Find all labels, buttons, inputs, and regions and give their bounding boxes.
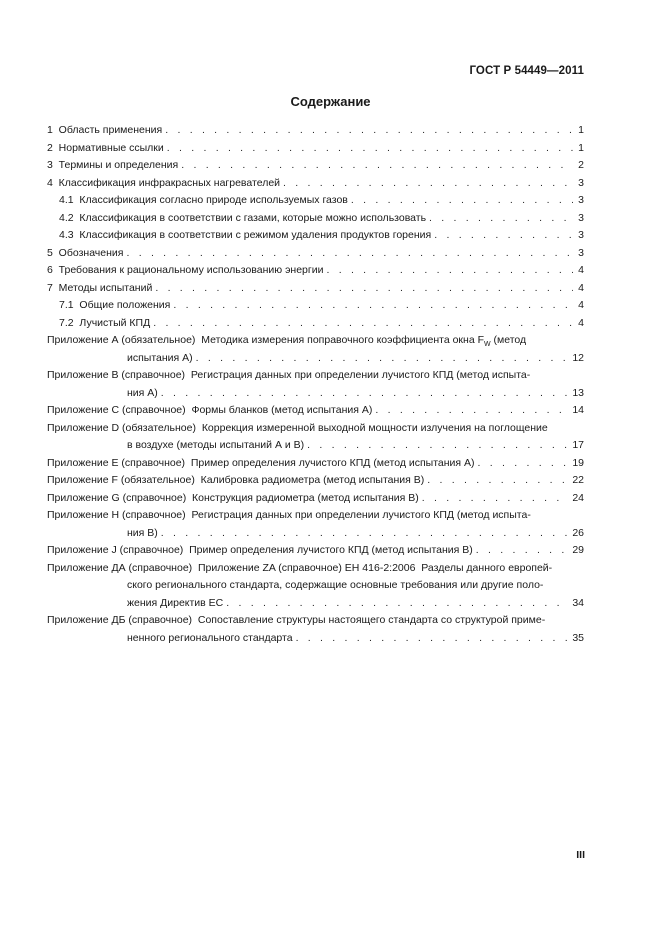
toc-entry[interactable] (47, 140, 584, 158)
toc-entry-title: 4.1 Классификация согласно природе используемых газов (59, 194, 348, 206)
toc-appendix[interactable] (47, 402, 584, 420)
toc-appendix-last-line (47, 630, 584, 648)
toc-entry-title: 4.3 Классификация в соответствии с режимом удаления продуктов горения (59, 229, 432, 241)
leader-dots (296, 630, 570, 648)
toc-entry-title: 7 Методы испытаний (47, 281, 153, 294)
toc-entry[interactable] (47, 262, 584, 280)
toc-appendix-title (47, 332, 584, 350)
leader-dots (181, 157, 573, 175)
leader-dots (307, 437, 569, 455)
toc-appendix-title-last: жения Директив ЕС (127, 596, 224, 609)
toc-entry-page: 3 (578, 246, 584, 259)
toc-appendix-page: 26 (572, 526, 584, 539)
toc-entry-page: 2 (578, 159, 584, 171)
toc-entry-page: 3 (578, 211, 584, 224)
toc-appendix-title-text: Приложение В (справочное) Регистрация данных при определении лучистого КПД (метод испыта- (47, 369, 531, 381)
toc-entry-title: 5 Обозначения (47, 246, 124, 259)
toc-entry[interactable] (47, 210, 584, 228)
toc-entry[interactable] (47, 122, 584, 140)
toc-appendix-title-text: Приложение ДА (справочное) Приложение ZA (справочное) ЕН 416-2:2006 Разделы данного европей- (47, 561, 553, 574)
toc-entry[interactable] (47, 297, 584, 315)
toc-appendix-title (47, 560, 584, 578)
toc-entry[interactable] (47, 315, 584, 333)
toc-appendix-title (47, 420, 584, 438)
toc-appendix[interactable] (47, 542, 584, 560)
toc-entry-page: 4 (578, 299, 584, 311)
toc-sections (47, 122, 584, 332)
toc-appendix-page: 14 (572, 404, 584, 416)
toc-appendix-title-last: ния В) (127, 526, 158, 539)
toc-appendix-last-line (47, 350, 584, 368)
toc-appendix-title-text: Приложение D (обязательное) Коррекция измеренной выходной мощности излучения на поглощение (47, 421, 548, 434)
leader-dots (153, 315, 573, 333)
toc-appendix-title (47, 367, 584, 385)
page-number: III (576, 849, 585, 861)
toc-appendix-title: Приложение J (справочное) Пример определения лучистого КПД (метод испытания В) (47, 544, 473, 556)
toc-entry-title: 1 Область применения (47, 124, 163, 136)
toc-appendix-page: 22 (572, 474, 584, 486)
toc-appendix[interactable] (47, 560, 584, 613)
subscript: W (484, 341, 491, 349)
toc-appendix-title: Приложение Е (справочное) Пример определения лучистого КПД (метод испытания А) (47, 456, 475, 469)
toc-entry-page: 3 (578, 229, 584, 241)
toc-entry-title: 4.2 Классификация в соответствии с газами, которые можно использовать (59, 211, 427, 224)
leader-dots (173, 297, 573, 315)
toc-appendix-page: 29 (572, 544, 584, 556)
leader-dots (196, 350, 570, 368)
leader-dots (351, 192, 573, 210)
toc-appendix-title-text: Приложение А (обязательное) Методика измерения поправочного коэффициента окна F (47, 334, 484, 346)
toc-appendix-page: 34 (572, 596, 584, 609)
leader-dots (167, 140, 573, 158)
leader-dots (161, 385, 570, 403)
toc-appendix-title-cont: ского регионального стандарта, содержащие основные требования или другие поло- (127, 579, 544, 591)
toc-entry[interactable] (47, 157, 584, 175)
toc-appendix-last-line (47, 525, 584, 543)
toc-entry-page: 1 (578, 124, 584, 136)
toc-entry-title: 3 Термины и определения (47, 159, 179, 171)
toc-appendix-page: 12 (572, 351, 584, 364)
toc-entry[interactable] (47, 245, 584, 263)
toc-appendix-page: 24 (572, 491, 584, 504)
toc-entry-title: 2 Нормативные ссылки (47, 141, 164, 154)
toc-appendix[interactable] (47, 472, 584, 490)
leader-dots (422, 490, 570, 508)
toc-appendix-page: 35 (572, 631, 584, 644)
toc-entry-page: 1 (578, 141, 584, 154)
toc-appendix-title-last: ненного регионального стандарта (127, 631, 293, 644)
toc-entry[interactable] (47, 175, 584, 193)
toc-appendix-title-last: в воздухе (методы испытаний А и В) (127, 439, 305, 451)
toc-entry-title: 4 Классификация инфракрасных нагревателей (47, 176, 281, 189)
toc-appendix-title (47, 507, 584, 525)
leader-dots (476, 542, 570, 560)
toc-appendix-page: 19 (572, 456, 584, 469)
toc-appendix-last-line (47, 385, 584, 403)
leader-dots (375, 402, 569, 420)
page-title: Содержание (290, 94, 371, 109)
toc-appendix-title-text: Приложение Н (справочное) Регистрация данных при определении лучистого КПД (метод испыта- (47, 509, 531, 521)
toc-appendix-last-line (47, 595, 584, 613)
toc-appendix-last-line (47, 437, 584, 455)
leader-dots (427, 472, 569, 490)
toc-entry[interactable] (47, 280, 584, 298)
table-of-contents (47, 122, 584, 647)
leader-dots (161, 525, 570, 543)
toc-appendix-page: 13 (572, 386, 584, 399)
toc-appendix-page: 17 (572, 439, 584, 451)
leader-dots (434, 227, 573, 245)
toc-entry-page: 4 (578, 316, 584, 329)
toc-entry-title: 7.2 Лучистый КПД (59, 316, 151, 329)
toc-entry-page: 4 (578, 281, 584, 294)
toc-appendix-title (47, 612, 584, 630)
document-id: ГОСТ Р 54449—2011 (469, 65, 584, 77)
toc-entry-page: 4 (578, 264, 584, 276)
leader-dots (283, 175, 573, 193)
toc-appendix-title: Приложение G (справочное) Конструкция радиометра (метод испытания В) (47, 491, 419, 504)
toc-appendix[interactable] (47, 420, 584, 455)
toc-appendices (47, 332, 584, 647)
toc-appendix-title: Приложение С (справочное) Формы бланков (метод испытания А) (47, 404, 373, 416)
toc-appendix-title: Приложение F (обязательное) Калибровка радиометра (метод испытания В) (47, 474, 425, 486)
toc-entry-page: 3 (578, 194, 584, 206)
leader-dots (126, 245, 573, 263)
toc-appendix[interactable] (47, 612, 584, 647)
toc-appendix[interactable] (47, 332, 584, 367)
leader-dots (226, 595, 569, 613)
toc-appendix[interactable] (47, 455, 584, 473)
leader-dots (478, 455, 570, 473)
leader-dots (326, 262, 573, 280)
toc-appendix[interactable] (47, 367, 584, 402)
toc-appendix-title-text: Приложение ДБ (справочное) Сопоставление структуры настоящего стандарта со структурой приме- (47, 614, 546, 626)
toc-entry-page: 3 (578, 176, 584, 189)
toc-appendix-title-last: испытания А) (127, 351, 193, 364)
leader-dots (165, 122, 573, 140)
toc-entry-title: 6 Требования к рациональному использованию энергии (47, 264, 324, 276)
toc-appendix-title-end: (метод (490, 334, 527, 346)
toc-entry[interactable] (47, 192, 584, 210)
toc-appendix-title-last: ния А) (127, 386, 158, 399)
toc-appendix[interactable] (47, 507, 584, 542)
toc-entry-title: 7.1 Общие положения (59, 299, 171, 311)
leader-dots (155, 280, 573, 298)
toc-entry[interactable] (47, 227, 584, 245)
toc-appendix[interactable] (47, 490, 584, 508)
leader-dots (429, 210, 573, 228)
